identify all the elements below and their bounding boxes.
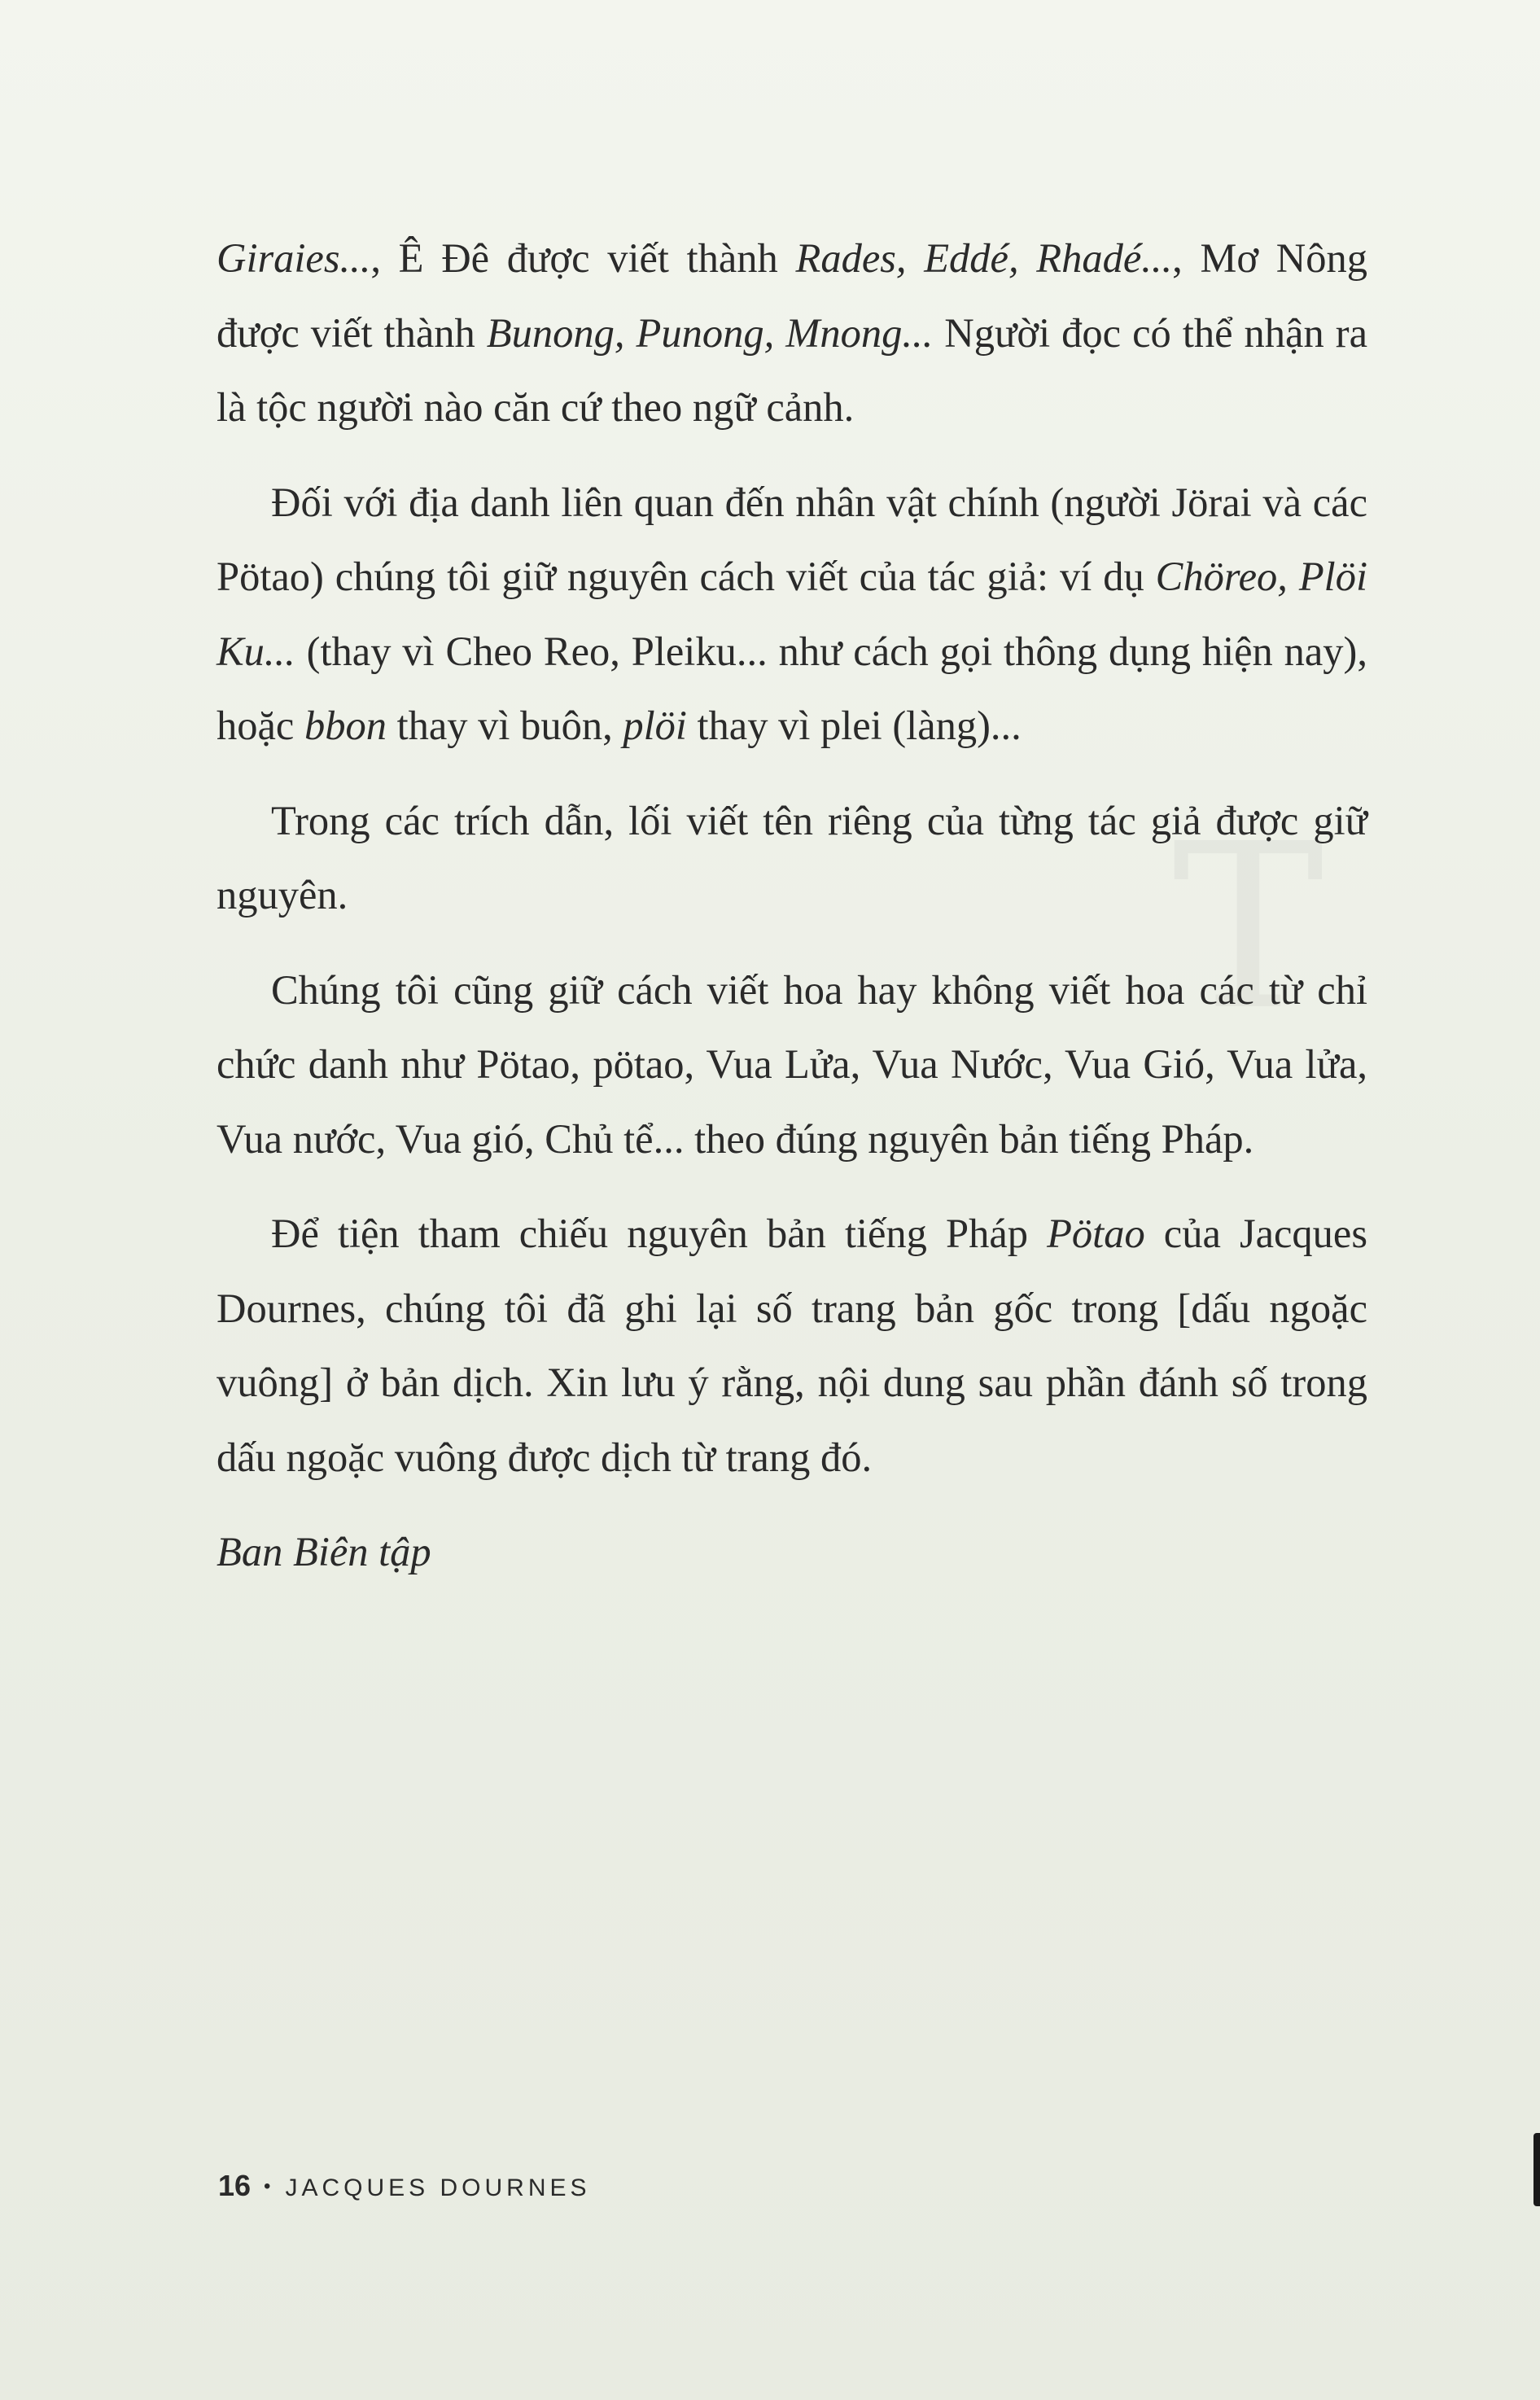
paragraph-2 [217,466,1367,764]
text-segment: , Mơ Nông được viết thành [217,235,1367,356]
paragraph-1 [217,221,1367,445]
text-segment: bbon [304,703,387,748]
editor-signature: Ban Biên tập [217,1529,431,1574]
text-segment: thay vì buôn, [386,703,623,748]
text-segment: Người đọc có thể nhận ra là tộc người nào căn cứ theo ngữ cảnh. [217,309,1367,430]
text-segment: Rades, Eddé, Rhadé... [795,235,1173,281]
text-segment: , Ê Đê được viết thành [370,235,796,281]
paragraph-3 [217,784,1367,933]
text-segment: Bunong, Punong, Mnong... [486,309,934,356]
page-edge-tab [1533,2133,1540,2206]
text-segment: thay vì plei (làng)... [686,703,1022,748]
bullet-separator: • [264,2175,271,2197]
body-text [217,221,1367,1590]
text-segment: của Jacques Dournes, chúng tôi đã ghi lại số trang bản gốc trong [dấu ngoặc vuông] ở bản dịch. Xin lưu ý rằng, nội dung sau phần đánh số trong dấu ngoặc vuông được dịch từ trang đó. [217,1211,1367,1480]
text-segment: Đối với địa danh liên quan đến nhân vật chính (người Jörai và các Pötao) chúng tôi giữ nguyên cách viết của tác giả: ví dụ [217,479,1367,599]
text-segment: plöi [623,703,687,748]
text-segment: Chöreo, Plöi Ku... [217,554,1367,674]
text-segment: Pötao [1047,1211,1145,1256]
running-head: JACQUES DOURNES [285,2174,591,2201]
paragraph-4 [217,953,1367,1177]
page-number: 16 [218,2169,252,2202]
text-segment: Chúng tôi cũng giữ cách viết hoa hay không viết hoa các từ chỉ chức danh như Pötao, pötao, Vua Lửa, Vua Nước, Vua Gió, Vua lửa, Vua nước, Vua gió, Chủ tể... theo đúng nguyên bản tiếng Pháp. [217,966,1367,1162]
text-segment: Giraies... [217,235,371,281]
text-segment: Để tiện tham chiếu nguyên bản tiếng Pháp [271,1211,1048,1256]
paragraph-5 [217,1197,1367,1495]
text-segment: (thay vì Cheo Reo, Pleiku... như cách gọi thông dụng hiện nay), hoặc [217,628,1367,748]
page-footer [218,2169,591,2203]
text-segment: Trong các trích dẫn, lối viết tên riêng của từng tác giả được giữ nguyên. [217,797,1367,918]
